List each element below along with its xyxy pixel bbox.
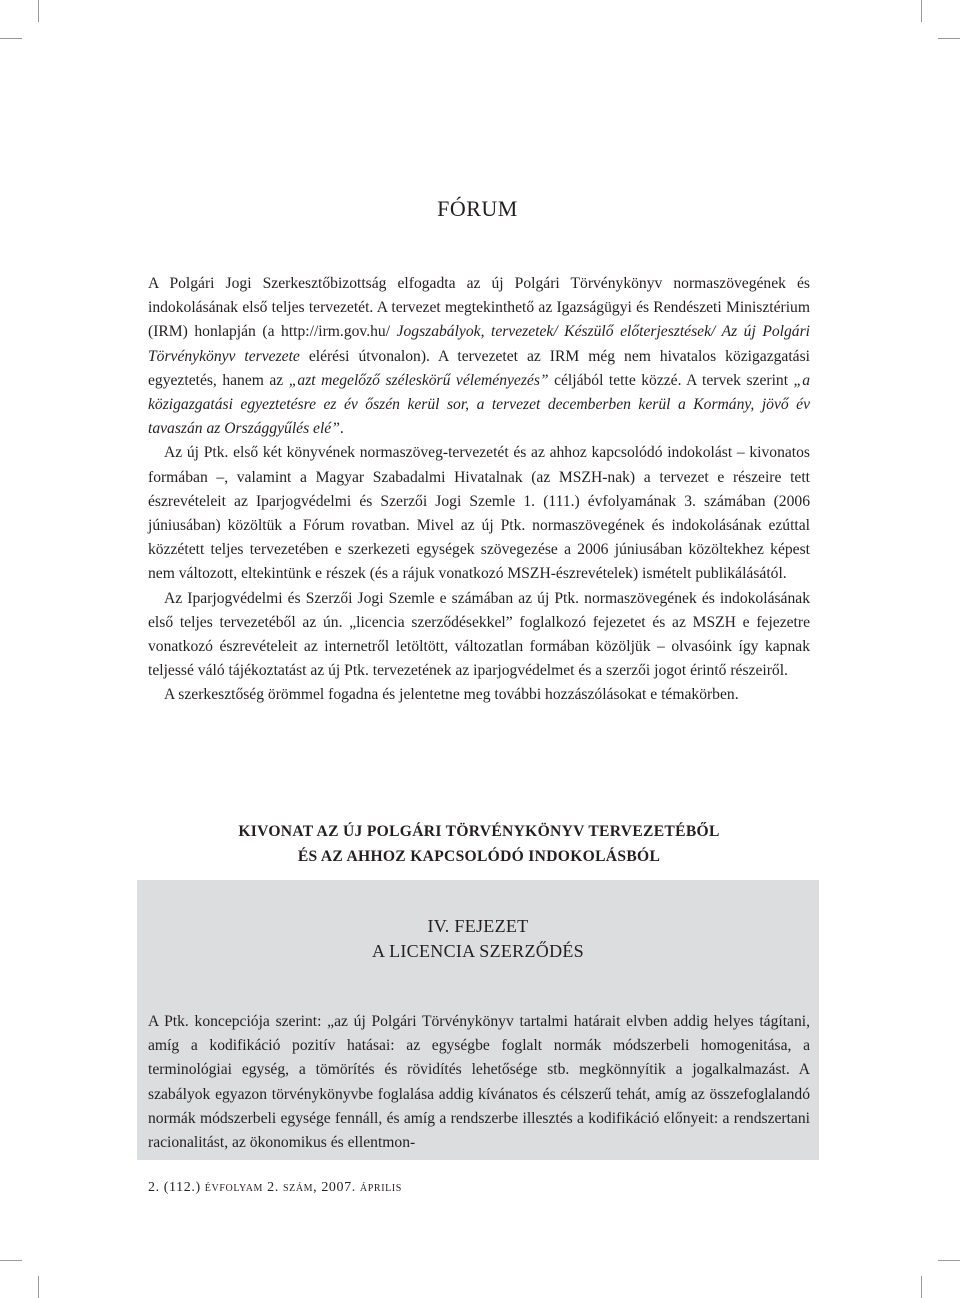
section-title (148, 820, 810, 869)
crop-mark-top-left-v (38, 0, 39, 22)
crop-mark-bottom-right-v (921, 1276, 922, 1298)
intro-text (148, 272, 810, 708)
crop-mark-top-right-v (921, 0, 922, 22)
intro-p1-text-c: céljából tette közzé. A tervek szerint (548, 371, 794, 389)
chapter-number: IV. FEJEZET (427, 916, 529, 936)
intro-p1-text-a: A Polgári Jogi Szerkesztőbizottság elfogadta az új Polgári Törvénykönyv normaszövegének és indokolásának első teljes tervezetét. A tervezet megtekinthető az Igazságügyi és Rendészeti Minisztérium (IRM) honlapján (a (148, 275, 810, 341)
section-title-line-2: ÉS AZ AHHOZ KAPCSOLÓDÓ INDOKOLÁSBÓL (297, 847, 661, 865)
crop-mark-bottom-left-v (38, 1276, 39, 1298)
crop-mark-top-left-h (0, 38, 22, 39)
intro-paragraph-4: A szerkesztőség örömmel fogadna és jelentetne meg további hozzászólásokat e témakörben. (164, 686, 739, 704)
intro-p1-quote-2: „a közigazgatási egyeztetésre ez év őszén kerül sor, a tervezet decemberben kerül a Kormány, jövő év tavaszán az Országgyűlés elé” (148, 371, 811, 438)
intro-p1-text-b: elérési útvonalon). A tervezetet az IRM még nem hivatalos közigazgatási egyeztetés, hanem az (148, 347, 811, 389)
intro-paragraph-1 (148, 272, 810, 441)
intro-p1-quote-1: „azt megelőző széleskörű véleményezés” (288, 371, 549, 389)
chapter-body-text: A Ptk. koncepciója szerint: „az új Polgári Törvénykönyv tartalmi határait elvben addig helyes tágítani, amíg a kodifikáció pozitív hatásai: az egységbe foglalt normák módszerbeli homogenitása, a terminológiai egység, a tömörítés és rövidítés lehetősége stb. megkönnyítik a jogalkalmazást. A szabályok egyazon törvénykönyvbe foglalása addig kívánatos és célszerű tehát, amíg az összefoglalandó normák módszerbeli egysége fennáll, és amíg a rendszerbe illesztés a kodifikáció előnyeit: a rendszertani racionalitást, az ökonomikus és ellentmon- (148, 1013, 810, 1152)
irm-path-text: Jogszabályok, tervezetek/ Készülő előterjesztések/ Az új Polgári Törvénykönyv tervezete (148, 323, 810, 365)
intro-paragraph-2: Az új Ptk. első két könyvének normaszöveg-tervezetét és az ahhoz kapcsolódó indokolást – kivonatos formában –, valamint a Magyar Szabadalmi Hivatalnak (az MSZH-nak) a tervezet e részeire tett észrevételeit az Iparjogvédelmi és Szerzői Jogi Szemle 1. (111.) évfolyamának 3. számában (2006 júniusában) közöltük a Fórum rovatban. Mivel az új Ptk. normaszövegének és indokolásának ezúttal közzétett teljes tervezetében e szerkezeti egységek szövegezése a 2006 júniusában közöltekhez képest nem változott, eltekintünk e részek (és a rájuk vonatkozó MSZH-észrevételek) ismételt publikálásától. (148, 444, 810, 583)
chapter-heading (137, 914, 819, 963)
crop-mark-bottom-right-h (938, 1260, 960, 1261)
page-heading: FÓRUM (437, 196, 518, 221)
crop-mark-top-right-h (938, 38, 960, 39)
crop-mark-bottom-left-h (0, 1260, 22, 1261)
section-title-line-1: KIVONAT AZ ÚJ POLGÁRI TÖRVÉNYKÖNYV TERVEZETÉBŐL (238, 823, 720, 840)
irm-url-text: http://irm.gov.hu/ (281, 323, 391, 341)
intro-p1-text-d: . (339, 420, 344, 438)
footer-issue: 2. (112.) évfolyam 2. szám, 2007. április (148, 1180, 402, 1195)
chapter-box (137, 880, 819, 1160)
chapter-title: A LICENCIA SZERZŐDÉS (371, 940, 584, 961)
intro-paragraph-3: Az Iparjogvédelmi és Szerzői Jogi Szemle e számában az új Ptk. normaszövegének és indokolásának első teljes tervezetéből az ún. „licencia szerződésekkel” foglalkozó fejezetet és az MSZH e fejezetre vonatkozó észrevételeit az internetről letöltött, változatlan formában közöljük – olvasóink így kapnak teljessé váló tájékoztatást az új Ptk. tervezetének az iparjogvédelmet és a szerzői jogot érintő részeiről. (148, 589, 810, 680)
